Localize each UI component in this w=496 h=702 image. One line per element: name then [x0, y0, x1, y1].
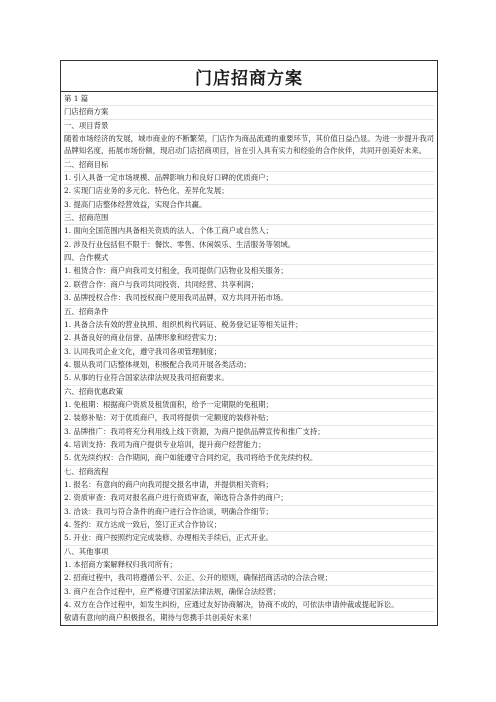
list-item: 2. 实现门店业务的多元化、特色化、差异化发展； — [64, 185, 434, 198]
list-item: 4. 签约：双方达成一致后，签订正式合作协议； — [64, 519, 434, 532]
section-heading: 二、招商目标 — [64, 159, 434, 172]
list-item: 1. 引入具备一定市场规模、品牌影响力和良好口碑的优质商户； — [64, 172, 434, 185]
list-item: 2. 涉及行业包括但不限于：餐饮、零售、休闲娱乐、生活服务等领域。 — [64, 239, 434, 252]
list-item: 1. 本招商方案解释权归我司所有； — [64, 559, 434, 572]
list-item: 5. 优先续约权：合作期间，商户如能遵守合同约定，我司将给予优先续约权。 — [64, 452, 434, 465]
list-item: 2. 具备良好的商业信誉、品牌形象和经营实力； — [64, 332, 434, 345]
section-heading: 七、招商流程 — [64, 466, 434, 479]
doc-line: 第 1 篇 — [64, 93, 434, 106]
document-page — [60, 60, 438, 626]
list-item: 2. 招商过程中，我司将遵循公平、公正、公开的原则，确保招商活动的合法合规； — [64, 572, 434, 585]
list-item: 3. 品牌推广：我司将充分利用线上线下资源，为商户提供品牌宣传和推广支持； — [64, 426, 434, 439]
list-item: 1. 免租期：根据商户资质及租赁面积，给予一定期限的免租期； — [64, 399, 434, 412]
list-item: 3. 认同我司企业文化，遵守我司各项管理制度； — [64, 346, 434, 359]
closing-line: 敬请有意向的商户积极报名，期待与您携手共创美好未来！ — [64, 613, 257, 623]
list-item: 3. 提高门店整体经营效益，实现合作共赢。 — [64, 199, 434, 212]
list-item: 1. 报名：有意向的商户向我司提交报名申请，并提供相关资料； — [64, 479, 434, 492]
list-item: 5. 从事的行业符合国家法律法规及我司招商要求。 — [64, 372, 434, 385]
list-item: 3. 洽谈：我司与符合条件的商户进行合作洽谈，明确合作细节； — [64, 506, 434, 519]
document-body — [61, 92, 437, 625]
list-item: 2. 联营合作：商户与我司共同投资、共同经营、共享利润； — [64, 279, 434, 292]
doc-paragraph: 随着市场经济的发展，城市商业的不断繁荣，门店作为商品流通的重要环节，其价值日益凸显。为进一步提升我司品牌知名度，拓展市场份额，现启动门店招商项目，旨在引入具有实力和经验的合作伙伴，共同开创美好未来。 — [64, 133, 434, 159]
section-heading: 一、项目背景 — [64, 120, 434, 133]
list-item: 4. 双方在合作过程中，如发生纠纷，应通过友好协商解决，协商不成的，可依法申请仲裁或提起诉讼。 — [64, 599, 434, 612]
list-item: 1. 具备合法有效的营业执照、组织机构代码证、税务登记证等相关证件； — [64, 319, 434, 332]
list-item: 1. 面向全国范围内具备相关资质的法人、个体工商户或自然人； — [64, 225, 434, 238]
list-item: 3. 商户在合作过程中，应严格遵守国家法律法规，确保合法经营； — [64, 586, 434, 599]
section-heading: 三、招商范围 — [64, 212, 434, 225]
list-item: 4. 服从我司门店整体规划，积极配合我司开展各类活动； — [64, 359, 434, 372]
section-heading: 六、招商优惠政策 — [64, 386, 434, 399]
document-title: 门店招商方案 — [61, 61, 437, 92]
list-item: 5. 开业：商户按照约定完成装修、办理相关手续后，正式开业。 — [64, 532, 434, 545]
list-item: 2. 资质审查：我司对报名商户进行资质审查，筛选符合条件的商户； — [64, 492, 434, 505]
list-item: 4. 培训支持：我司为商户提供专业培训，提升商户经营能力； — [64, 439, 434, 452]
list-item: 1. 租赁合作：商户向我司支付租金，我司提供门店物业及相关服务； — [64, 265, 434, 278]
section-heading: 五、招商条件 — [64, 306, 434, 319]
list-item: 2. 装修补贴：对于优质商户，我司将提供一定额度的装修补贴； — [64, 412, 434, 425]
doc-line: 门店招商方案 — [64, 106, 434, 119]
list-item: 3. 品牌授权合作：我司授权商户使用我司品牌，双方共同开拓市场。 — [64, 292, 434, 305]
section-heading: 八、其他事项 — [64, 546, 434, 559]
section-heading: 四、合作模式 — [64, 252, 434, 265]
